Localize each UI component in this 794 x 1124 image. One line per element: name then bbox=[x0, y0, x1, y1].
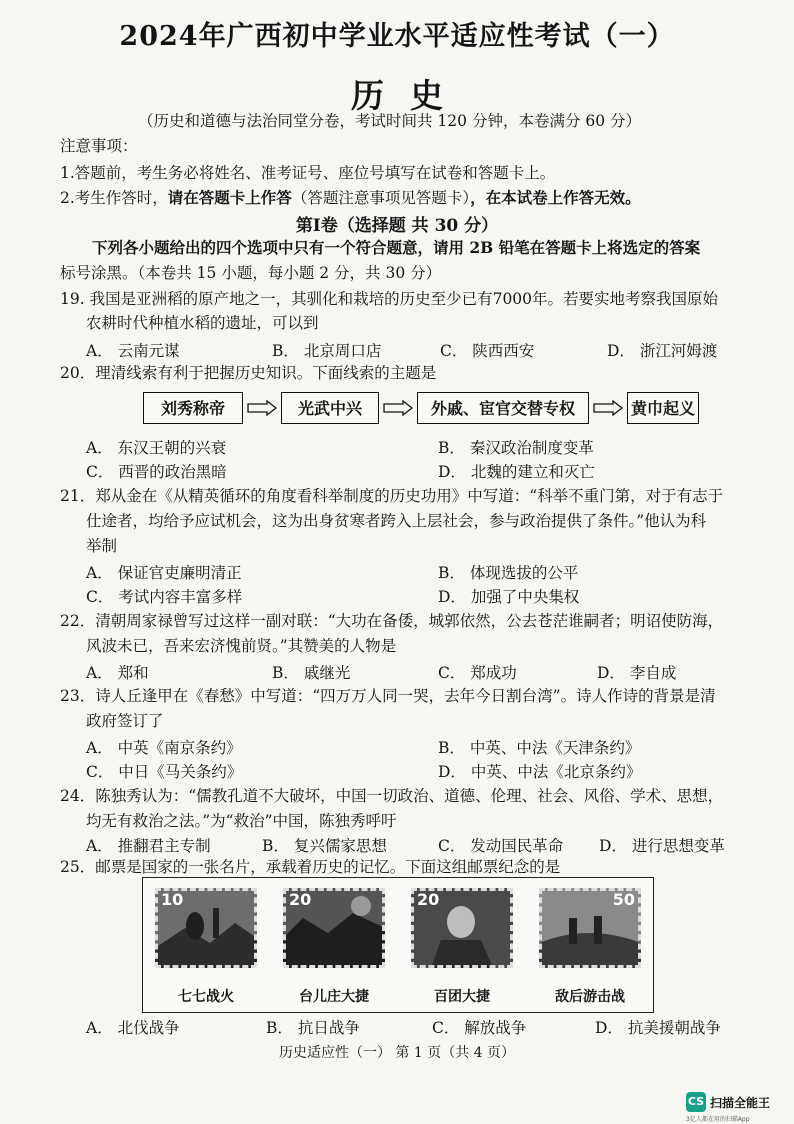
flow-step-1: 刘秀称帝 bbox=[143, 392, 243, 424]
page-footer: 历史适应性（一） 第 1 页（共 4 页） bbox=[278, 1045, 516, 1061]
stamp-1 bbox=[147, 884, 265, 976]
q22-option-d[interactable]: D． 李自成 bbox=[597, 664, 677, 682]
q24-stem-2: 均无有救治之法。”为“救治”中国，陈独秀呼吁 bbox=[86, 812, 397, 830]
q20-clue-flow bbox=[143, 392, 699, 426]
subject-title: 历史 bbox=[351, 76, 469, 115]
section-instruction-1: 下列各小题给出的四个选项中只有一个符合题意，请用 2B 铅笔在答题卡上将选定的答案 bbox=[92, 238, 701, 257]
stamp-value: 50 bbox=[612, 890, 635, 909]
q25-option-c[interactable]: C． 解放战争 bbox=[432, 1019, 527, 1037]
stamp-4 bbox=[531, 884, 649, 976]
q24-option-c[interactable]: C． 发动国民革命 bbox=[438, 837, 564, 855]
q25-stem: 25．邮票是国家的一张名片，承载着历史的记忆。下面这组邮票纪念的是 bbox=[60, 858, 561, 876]
flow-arrow-icon bbox=[247, 400, 277, 416]
q20-stem: 20．理清线索有利于把握历史知识。下面线索的主题是 bbox=[60, 364, 437, 382]
stamp-caption-2: 台儿庄大捷 bbox=[299, 989, 369, 1005]
notes-item-2-c: （答题注意事项见答题卡） bbox=[291, 189, 471, 207]
scanner-tagline: 3亿人都在用的扫描App bbox=[686, 1116, 750, 1123]
q21-option-b[interactable]: B． 体现选拔的公平 bbox=[438, 564, 579, 582]
notes-heading: 注意事项： bbox=[60, 137, 138, 155]
q25-option-d[interactable]: D． 抗美援朝战争 bbox=[595, 1019, 721, 1037]
stamp-value: 20 bbox=[289, 890, 312, 909]
q19-stem-2: 农耕时代种植水稻的遗址，可以到 bbox=[86, 314, 319, 332]
q23-option-d[interactable]: D． 中英、中法《北京条约》 bbox=[438, 763, 642, 781]
q19-option-b[interactable]: B． 北京周口店 bbox=[272, 342, 382, 360]
flow-arrow-icon bbox=[383, 400, 413, 416]
q19-option-a[interactable]: A． 云南元谋 bbox=[86, 342, 180, 360]
q20-option-c[interactable]: C． 西晋的政治黑暗 bbox=[86, 463, 227, 481]
q22-stem-1: 22．清朝周家禄曾写过这样一副对联：“大功在备倭，城郭依然，公去苍茫谁嗣者；明诏使防海， bbox=[60, 612, 724, 630]
q22-stem-2: 风波未已，吾来宏济愧前贤。”其赞美的人物是 bbox=[86, 637, 397, 655]
q23-option-a[interactable]: A． 中英《南京条约》 bbox=[86, 739, 242, 757]
q21-option-a[interactable]: A． 保证官吏廉明清正 bbox=[86, 564, 242, 582]
q23-option-c[interactable]: C． 中日《马关条约》 bbox=[86, 763, 243, 781]
stamp-caption-3: 百团大捷 bbox=[434, 989, 490, 1005]
scanner-watermark bbox=[686, 1092, 786, 1122]
stamp-value: 20 bbox=[417, 890, 440, 909]
q21-stem-3: 举制 bbox=[86, 537, 118, 555]
q20-option-a[interactable]: A． 东汉王朝的兴衰 bbox=[86, 439, 227, 457]
q19-option-c[interactable]: C． 陕西西安 bbox=[440, 342, 535, 360]
stamp-picture bbox=[155, 888, 257, 968]
stamp-caption-4: 敌后游击战 bbox=[555, 989, 625, 1005]
stamp-caption-1: 七七战火 bbox=[178, 989, 234, 1005]
scanner-name: 扫描全能王 bbox=[710, 1096, 771, 1110]
stamp-value: 10 bbox=[161, 890, 184, 909]
flow-step-2: 光武中兴 bbox=[281, 392, 379, 424]
q21-stem-2: 仕途者，均给予应试机会，这为出身贫寒者跨入上层社会，参与政治提供了条件。”他认为科 bbox=[86, 512, 707, 530]
q20-option-d[interactable]: D． 北魏的建立和灭亡 bbox=[438, 463, 595, 481]
stamp-3 bbox=[403, 884, 521, 976]
q23-stem-2: 政府签订了 bbox=[86, 712, 164, 730]
stamp-2 bbox=[275, 884, 393, 976]
q23-option-b[interactable]: B． 中英、中法《天津条约》 bbox=[438, 739, 641, 757]
q19-option-d[interactable]: D． 浙江河姆渡 bbox=[607, 342, 718, 360]
exam-title: 2024年广西初中学业水平适应性考试（一） bbox=[119, 21, 675, 52]
exam-info: （历史和道德与法治同堂分卷，考试时间共 120 分钟，本卷满分 60 分） bbox=[138, 112, 642, 130]
q22-option-a[interactable]: A． 郑和 bbox=[86, 664, 149, 682]
q24-option-a[interactable]: A． 推翻君主专制 bbox=[86, 837, 211, 855]
q22-option-b[interactable]: B． 戚继光 bbox=[272, 664, 351, 682]
q21-stem-1: 21．郑从金在《从精英循环的角度看科举制度的历史功用》中写道：“科举不重门第，对于有志于 bbox=[60, 487, 724, 505]
notes-item-2 bbox=[60, 187, 641, 209]
q20-option-b[interactable]: B． 秦汉政治制度变革 bbox=[438, 439, 594, 457]
notes-item-2-b: 请在答题卡上作答 bbox=[167, 188, 292, 207]
q24-stem-1: 24．陈独秀认为：“儒教孔道不大破坏，中国一切政治、道德、伦理、社会、风俗、学术、思想， bbox=[60, 787, 724, 805]
q22-option-c[interactable]: C． 郑成功 bbox=[438, 664, 517, 682]
stamp-picture bbox=[539, 888, 641, 968]
scanner-logo-icon: CS bbox=[686, 1092, 706, 1112]
stamp-picture bbox=[411, 888, 513, 968]
q23-stem-1: 23．诗人丘逢甲在《春愁》中写道：“四万万人同一哭，去年今日割台湾”。诗人作诗的背景是清 bbox=[60, 687, 716, 705]
section-title: 第Ⅰ卷（选择题 共 30 分） bbox=[295, 216, 499, 236]
stamp-set bbox=[142, 877, 654, 1013]
q25-option-b[interactable]: B． 抗日战争 bbox=[266, 1019, 360, 1037]
section-instruction-2: 标号涂黑。（本卷共 15 小题，每小题 2 分，共 30 分） bbox=[60, 264, 442, 282]
q24-option-b[interactable]: B． 复兴儒家思想 bbox=[262, 837, 387, 855]
flow-step-3: 外戚、宦官交替专权 bbox=[417, 392, 589, 424]
notes-item-2-a: 2.考生作答时， bbox=[60, 189, 168, 207]
notes-item-2-d: ，在本试卷上作答无效。 bbox=[470, 188, 641, 207]
flow-arrow-icon bbox=[593, 400, 623, 416]
stamp-picture bbox=[283, 888, 385, 968]
q21-option-d[interactable]: D． 加强了中央集权 bbox=[438, 588, 580, 606]
notes-item-1: 1.答题前，考生务必将姓名、准考证号、座位号填写在试卷和答题卡上。 bbox=[60, 164, 556, 182]
q24-option-d[interactable]: D． 进行思想变革 bbox=[599, 837, 725, 855]
q19-stem-1: 19. 我国是亚洲稻的原产地之一，其驯化和栽培的历史至少已有7000年。若要实地考察我国原始 bbox=[60, 290, 719, 308]
q25-option-a[interactable]: A． 北伐战争 bbox=[86, 1019, 180, 1037]
q21-option-c[interactable]: C． 考试内容丰富多样 bbox=[86, 588, 243, 606]
flow-step-4: 黄巾起义 bbox=[627, 392, 699, 424]
